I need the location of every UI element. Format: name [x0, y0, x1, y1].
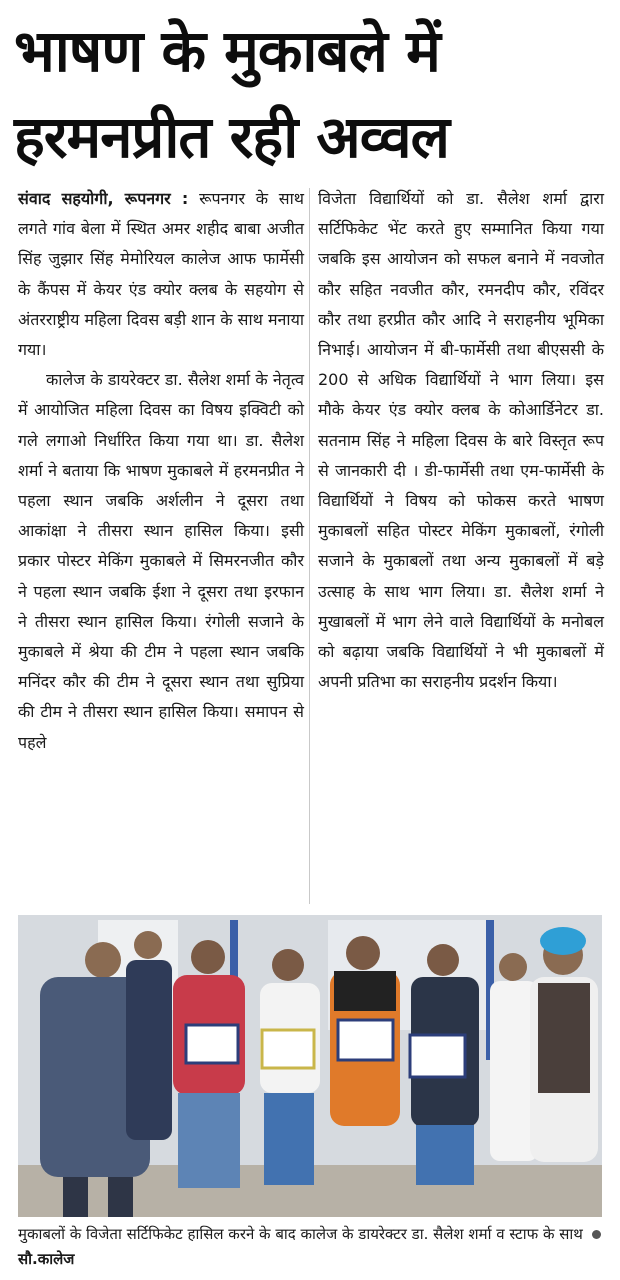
byline: संवाद सहयोगी, रूपनगर : — [18, 189, 189, 208]
paragraph-2: कालेज के डायरेक्टर डा. सैलेश शर्मा के नेतृत्व में आयोजित महिला दिवस का विषय इक्विटी को गले लगाओ निर्धारित किया गया था। डा. सैलेश शर्मा ने बताया कि भाषण मुकाबले में हरमनप्रीत ने पहला स्थान जबकि अर्शलीन ने दूसरा तथा आकांक्षा ने तीसरा स्थान हासिल किया। इसी प्रकार पोस्टर मेकिंग मुकाबले में सिमरनजीत कौर ने पहला स्थान जबकि ईशा ने दूसरा तथा इरफान ने तीसरा स्थान हासिल किया। रंगोली सजाने के मुकाबले में श्रेया की टीम ने पहला स्थान जबकि मनिंदर कौर की टीम ने दूसरा स्थान तथा सुप्रिया की टीम ने तीसरा स्थान हासिल किया। समापन से पहले — [18, 370, 304, 752]
person-3 — [173, 940, 245, 1188]
group-photo-illustration — [18, 915, 602, 1217]
column-divider — [309, 188, 310, 904]
person-4 — [260, 949, 320, 1185]
photo-credit: सौ.कालेज — [18, 1250, 75, 1268]
person-6 — [410, 944, 479, 1185]
paragraph-1 — [18, 184, 304, 365]
news-photo — [18, 915, 602, 1217]
headline — [14, 8, 610, 180]
article-column-left — [18, 184, 304, 758]
caption-text: मुकाबलों के विजेता सर्टिफिकेट हासिल करने के बाद कालेज के डायरेक्टर डा. सैलेश शर्मा व स्टाफ के साथ — [18, 1225, 583, 1243]
paragraph-3: विजेता विद्यार्थियों को डा. सैलेश शर्मा द्वारा सर्टिफिकेट भेंट करते हुए सम्मानित किया गया जबकि इस आयोजन को सफल बनाने में नवजोत कौर सहित नवजीत कौर, रमनदीप कौर, रविंदर कौर तथा हरप्रीत कौर आदि ने सराहनीय भूमिका निभाई। आयोजन में बी-फार्मेसी तथा बीएससी के 200 से अधिक विद्यार्थियों ने भाग लिया। इस मौके केयर एंड क्योर क्लब के कोआर्डिनेटर डा. सतनाम सिंह ने महिला दिवस के बारे विस्तृत रूप से जानकारी दी । डी-फार्मेसी तथा एम-फार्मेसी के विद्यार्थियों ने विषय को फोकस करते भाषण मुकाबलों सहित पोस्टर मेकिंग मुकाबलों, रंगोली सजाने के मुकाबलों तथा अन्य मुकाबलों में बड़े उत्साह के साथ भाग लिया। डा. सैलेश शर्मा ने मुखाबलों में भाग लेने वाले विद्यार्थियों के मनोबल को बढ़ाया जबकि विद्यार्थियों ने भी मुकाबलों में अपनी प्रतिभा का सराहनीय प्रदर्शन किया। — [318, 189, 604, 692]
paragraph-1-text: रूपनगर के साथ लगते गांव बेला में स्थित अमर शहीद बाबा अजीत सिंह जुझार सिंह मेमोरियल कालेज आफ फार्मेसी के कैंपस में केयर एंड क्योर क्लब के सहयोग से अंतरराष्ट्रीय महिला दिवस बड़ी शान के साथ मनाया गया। — [18, 189, 304, 360]
headline-line-1: भाषण के मुकाबले में — [14, 17, 440, 85]
headline-line-2: हरमनप्रीत रही अव्वल — [14, 103, 449, 171]
bullet-icon — [592, 1230, 601, 1239]
article-column-right — [318, 184, 604, 697]
person-2 — [126, 931, 172, 1140]
photo-caption — [18, 1222, 608, 1272]
